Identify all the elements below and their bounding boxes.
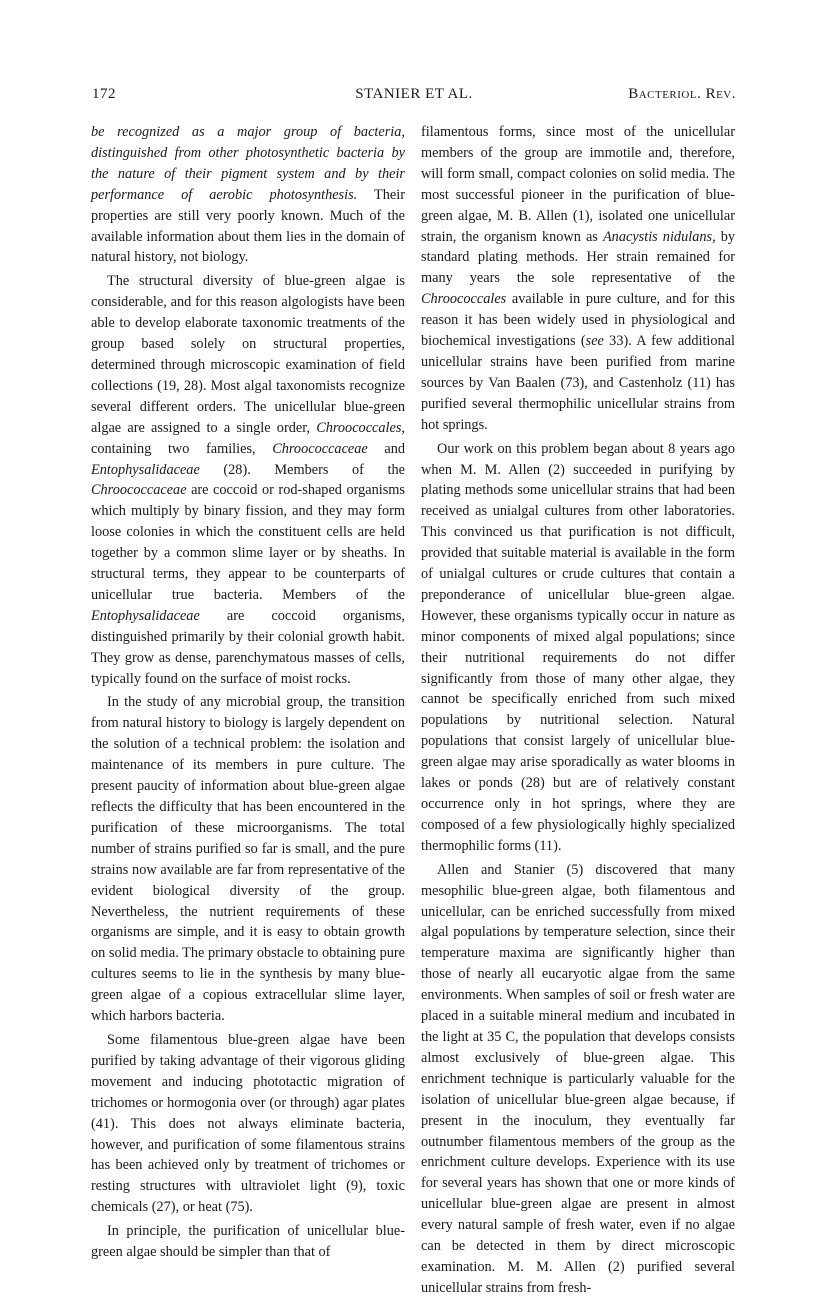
italic-text: Anacystis nidulans xyxy=(602,228,713,245)
italic-text: Chroococcaceae xyxy=(272,440,368,457)
text-run: 33). A few additional unicellular strains have been purified from marine sources by Van Baalen (73), and Castenholz (11) has purified several thermophilic unicellular strains from hot springs. xyxy=(421,333,736,433)
text-run: , containing two families, xyxy=(91,419,405,457)
paragraph xyxy=(91,692,405,1027)
italic-text: be recognized as a major group of bacteria, distinguished from other photosynthetic bacteria by the nature of their pigment system and by their performance of aerobic photosynthesis. xyxy=(91,124,405,203)
text-run: available in pure culture, and for this reason it has been widely used in physiological and biochemical investigations ( xyxy=(421,291,735,350)
paragraph xyxy=(421,860,735,1299)
text-run: In principle, the purification of unicellular blue-green algae should be simpler than that of xyxy=(91,1223,405,1261)
text-run: Some filamentous blue-green algae have been purified by taking advantage of their vigorous gliding movement and inducing phototactic migration of trichomes or hormogonia over (or through) agar plates (41). This does not always eliminate bacteria, however, and purification of some filamentous strains has been achieved only by treatment of trichomes or resting structures with ultraviolet light (9), toxic chemicals (27), or heat (75). xyxy=(91,1031,405,1216)
text-run: Their properties are still very poorly known. Much of the available information about them lies in the domain of natural history, not biology. xyxy=(91,186,405,266)
paragraph xyxy=(421,439,735,857)
italic-text: see xyxy=(585,333,604,350)
italic-text: Chroococcales xyxy=(421,291,507,308)
running-header xyxy=(92,86,736,110)
page-number: 172 xyxy=(92,86,116,102)
text-run: are coccoid organisms, distinguished primarily by their colonial growth habit. They grow as dense, parenchymatous masses of cells, typically found on the surface of moist rocks. xyxy=(91,607,405,687)
text-run: and xyxy=(367,440,406,457)
italic-text: Chroococcales xyxy=(316,419,402,436)
text-run: Our work on this problem began about 8 years ago when M. M. Allen (2) succeeded in purifying by plating methods some unicellular strains that had been received as unialgal cultures from other laboratories. This convinced us that purification is not difficult, provided that suitable material is available in the form of unialgal cultures or crude cultures that contain a preponderance of unicellular blue-green algae. However, these organisms typically occur in nature as minor components of mixed algal populations; since their nutritional requirements do not differ significantly from those of many other algae, they cannot be specifically enriched from such mixed populations by nutritional selection. Natural populations that consist largely of unicellular blue-green algae may arise sporadically as water blooms in lakes or ponds (28) but are of relatively constant occurrence only in hot springs, where they are composed of a few physiologically highly specialized thermophilic forms (11). xyxy=(421,440,735,854)
paragraph xyxy=(91,1221,405,1263)
paragraph xyxy=(91,122,405,268)
italic-text: Entophysalidaceae xyxy=(91,461,200,478)
paragraph xyxy=(91,271,405,689)
left-column xyxy=(91,122,405,1263)
text-run: filamentous forms, since most of the unicellular members of the group are immotile and, therefore, will form small, compact colonies on solid media. The most successful pioneer in the purification of blue-green algae, M. B. Allen (1), isolated one unicellular strain, the organism known as xyxy=(421,124,735,245)
paragraph xyxy=(91,1030,405,1218)
running-title: STANIER ET AL. xyxy=(355,86,473,102)
text-run: are coccoid or rod-shaped organisms which multiply by binary fission, and they may form loose colonies in which the constituent cells are held together by a common slime layer or by sheaths. In structural terms, they appear to be counterparts of unicellular true bacteria. Members of the xyxy=(91,482,405,603)
text-run: (28). Members of the xyxy=(199,461,405,478)
text-run: Allen and Stanier (5) discovered that many mesophilic blue-green algae, both filamentous and unicellular, can be enriched successfully from mixed algal populations by temperature selection, since their temperature maxima are significantly higher than those of nearly all eucaryotic algae from the same environments. When samples of soil or fresh water are placed in a suitable mineral medium and incubated in the light at 35 C, the population that develops consists almost exclusively of blue-green algae. This enrichment technique is particularly valuable for the isolation of unicellular blue-green algae because, if present in the inoculum, they eventually far outnumber filamentous members of the group as the enrichment culture develops. Experience with its use for several years has shown that one or more kinds of unicellular blue-green algae are present in almost every natural sample of fresh water, even if no algae can be detected in them by direct microscopic examination. M. M. Allen (2) purified several unicellular strains from fresh- xyxy=(421,861,735,1296)
text-run: The structural diversity of blue-green algae is considerable, and for this reason algologists have been able to develop elaborate taxonomic treatments of the group based solely on structural properties, determined through microscopic examination of field collections (19, 28). Most algal taxonomists recognize several different orders. The unicellular blue-green algae are assigned to a single order, xyxy=(91,273,405,436)
italic-text: Chroococcaceae xyxy=(91,482,187,499)
text-run: In the study of any microbial group, the transition from natural history to biology is largely dependent on the solution of a technical problem: the isolation and maintenance of its members in pure culture. The present paucity of information about blue-green algae reflects the difficulty that has been encountered in the purification of these microorganisms. The total number of strains purified so far is small, and the pure strains now available are far from representative of the evident biological diversity of the group. Nevertheless, the nutrient requirements of these organisms are simple, and it is easy to obtain growth on solid media. The primary obstacle to obtaining pure cultures seems to lie in the synthesis by many blue-green algae of a copious extracellular slime layer, which harbors bacteria. xyxy=(91,694,405,1025)
text-run: , by standard plating methods. Her strain remained for many years the sole representative of the xyxy=(421,228,736,287)
journal-name: Bacteriol. Rev. xyxy=(628,86,736,102)
right-column xyxy=(421,122,735,1299)
italic-text: Entophysalidaceae xyxy=(91,607,200,624)
paragraph xyxy=(421,122,735,436)
